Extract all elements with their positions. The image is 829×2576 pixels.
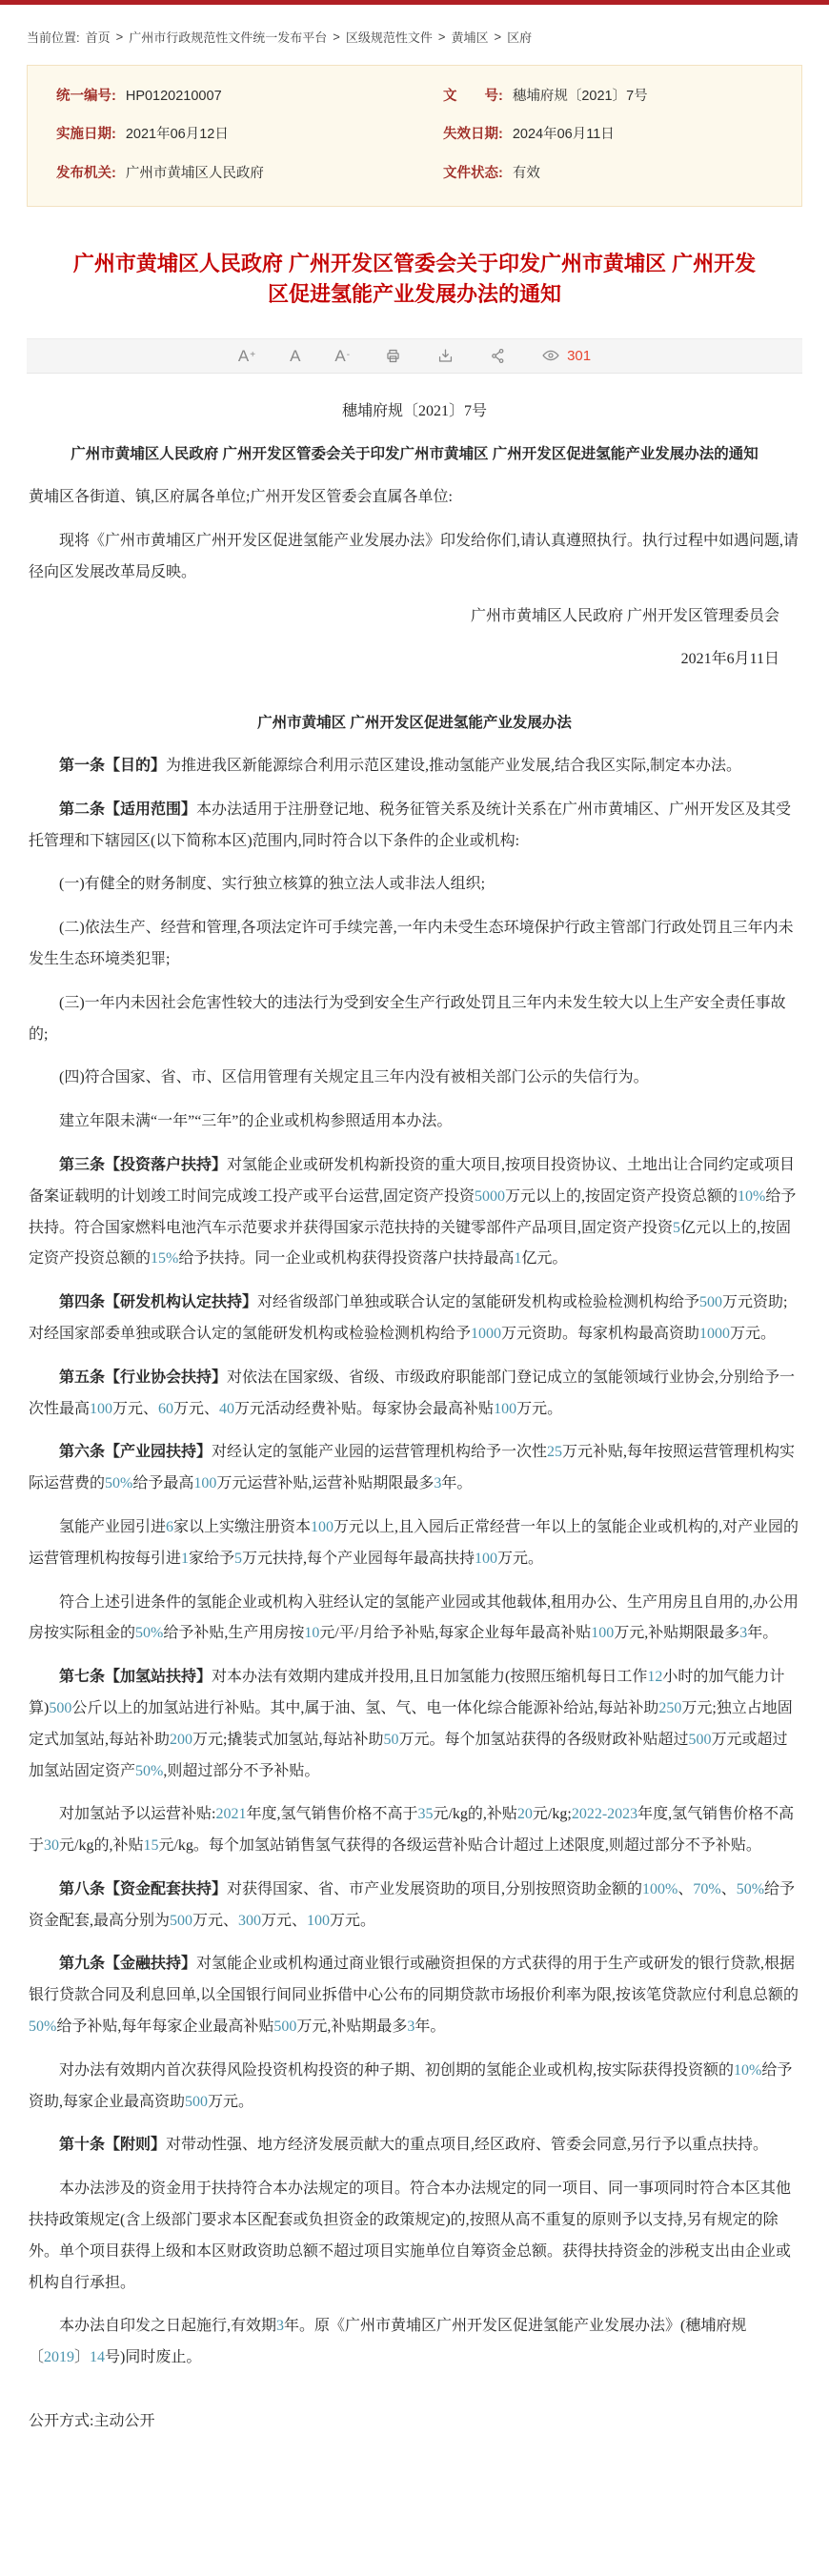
meta-field-label: 实施日期: (56, 127, 116, 143)
breadcrumb-link[interactable]: 首页 (85, 30, 111, 45)
meta-field-label: 文件状态: (443, 165, 503, 181)
highlighted-number: 3 (276, 2318, 285, 2335)
highlighted-number: 250 (658, 1699, 682, 1716)
article-lead: 第六条【产业园扶持】 (59, 1444, 212, 1461)
highlighted-number: 500 (185, 2093, 209, 2110)
highlighted-number: 500 (273, 2018, 297, 2036)
doc-paragraph: 对办法有效期内首次获得风险投资机构投资的种子期、初创期的氢能企业或机构,按实际获得投资额的10%给予资助,每家企业最高资助500万元。 (29, 2061, 793, 2110)
highlighted-number: 100 (494, 1400, 517, 1417)
meta-field (414, 87, 801, 125)
doc-paragraph: 现将《广州市黄埔区广州开发区促进氢能产业发展办法》印发给你们,请认真遵照执行。执行过程中如遇问题,请径向区发展改革局反映。 (29, 533, 799, 580)
printer-icon (384, 347, 402, 365)
highlighted-number: 100 (193, 1475, 217, 1492)
print-button[interactable] (384, 347, 402, 365)
article-paragraph: 第八条【资金配套扶持】对获得国家、省、市产业发展资助的项目,分别按照资助金额的100%、70%、50%给予资金配套,最高分别为500万元、300万元、100万元。 (29, 1880, 796, 1929)
highlighted-number: 50% (736, 1880, 765, 1897)
meta-field (28, 164, 414, 202)
meta-field-value: 2021年06月12日 (125, 127, 229, 143)
highlighted-number: 50% (135, 1625, 164, 1642)
highlighted-number: 50% (29, 2018, 57, 2036)
doc-paragraph: 广州市黄埔区人民政府 广州开发区管委会关于印发广州市黄埔区 广州开发区促进氢能产业发展办法的通知 (71, 446, 758, 463)
highlighted-number: 14 (90, 2349, 106, 2366)
highlighted-number: 1000 (471, 1325, 502, 1342)
meta-field-value: HP0120210007 (125, 89, 222, 104)
doc-paragraph: 2021年6月11日 (680, 651, 779, 668)
view-counter (541, 346, 591, 365)
breadcrumb-link[interactable]: 黄埔区 (451, 30, 489, 45)
highlighted-number: 35 (417, 1806, 434, 1823)
article-paragraph: 第五条【行业协会扶持】对依法在国家级、省级、市级政府职能部门登记成立的氢能领域行业协会,分别给予一次性最高100万元、60万元、40万元活动经费补贴。每家协会最高补贴100万元。 (29, 1369, 796, 1417)
highlighted-number: 100 (90, 1400, 113, 1417)
doc-paragraph: (一)有健全的财务制度、实行独立核算的独立法人或非法人组织; (59, 876, 486, 893)
article-lead: 第三条【投资落户扶持】 (59, 1156, 228, 1173)
doc-paragraph: 广州市黄埔区人民政府 广州开发区管理委员会 (470, 607, 779, 624)
highlighted-number: 5000 (475, 1187, 506, 1205)
toolbar (27, 338, 802, 374)
highlighted-number: 100 (307, 1912, 331, 1929)
breadcrumb-prefix: 当前位置: (27, 30, 80, 45)
meta-field (28, 87, 414, 125)
highlighted-number: 300 (238, 1912, 262, 1929)
article-paragraph: 第十条【附则】对带动性强、地方经济发展贡献大的重点项目,经区政府、管委会同意,另行予以重点扶持。 (59, 2137, 769, 2154)
highlighted-number: 3 (407, 2018, 415, 2036)
breadcrumb (27, 28, 802, 46)
highlighted-number: 2021 (215, 1806, 247, 1823)
meta-field (28, 125, 414, 163)
eye-icon (541, 346, 560, 365)
article-lead: 第一条【目的】 (59, 757, 167, 774)
highlighted-number: 100% (642, 1880, 678, 1897)
top-accent-bar (0, 0, 829, 5)
highlighted-number: 500 (49, 1699, 72, 1716)
article-lead: 第八条【资金配套扶持】 (59, 1880, 228, 1897)
highlighted-number: 10% (738, 1187, 766, 1205)
doc-paragraph: 黄埔区各街道、镇,区府属各单位;广州开发区管委会直属各单位: (29, 489, 453, 506)
breadcrumb-link[interactable]: 广州市行政规范性文件统一发布平台 (129, 30, 328, 45)
article-lead: 第二条【适用范围】 (59, 801, 197, 818)
breadcrumb-link[interactable]: 区级规范性文件 (345, 30, 433, 45)
doc-paragraph: 本办法自印发之日起施行,有效期3年。原《广州市黄埔区广州开发区促进氢能产业发展办法》(穗埔府规〔2019〕14号)同时废止。 (29, 2318, 747, 2366)
highlighted-number: 1 (514, 1250, 522, 1268)
view-count: 301 (567, 347, 592, 364)
highlighted-number: 2019 (44, 2349, 75, 2366)
doc-paragraph: 穗埔府规〔2021〕7号 (341, 402, 487, 419)
breadcrumb-separator: > (494, 30, 502, 44)
meta-field-value: 穗埔府规〔2021〕7号 (512, 89, 648, 104)
article-paragraph: 第二条【适用范围】本办法适用于注册登记地、税务征管关系及统计关系在广州市黄埔区、广州开发区及其受托管理和下辖园区(以下简称本区)范围内,同时符合以下条件的企业或机构: (29, 801, 792, 849)
highlighted-number: 2022-2023 (571, 1806, 638, 1823)
article-lead: 第十条【附则】 (59, 2137, 167, 2154)
highlighted-number: 3 (434, 1475, 442, 1492)
highlighted-number: 15 (143, 1837, 159, 1855)
breadcrumb-separator: > (437, 30, 446, 44)
doc-paragraph: 广州市黄埔区 广州开发区促进氢能产业发展办法 (257, 715, 572, 732)
breadcrumb-separator: > (115, 30, 124, 44)
doc-paragraph: (三)一年内未因社会危害性较大的违法行为受到安全生产行政处罚且三年内未发生较大以上生产安全责任事故的; (29, 994, 786, 1043)
article-paragraph: 第七条【加氢站扶持】对本办法有效期内建成并投用,且日加氢能力(按照压缩机每日工作12小时的加气能力计算)500公斤以上的加氢站进行补贴。其中,属于油、氢、气、电一体化综合能源补给站,每站补助250万元;独立占地固定式加氢站,每站补助200万元;撬装式加氢站,每站补助50万元。每个加氢站获得的各级财政补贴超过500万元或超过加氢站固定资产50%,则超过部分不予补贴。 (29, 1669, 793, 1779)
highlighted-number: 5 (673, 1219, 681, 1236)
meta-field-value: 广州市黄埔区人民政府 (125, 165, 264, 181)
highlighted-number: 1 (181, 1550, 190, 1567)
article-paragraph: 第六条【产业园扶持】对经认定的氢能产业园的运营管理机构给予一次性25万元补贴,每年按照运营管理机构实际运营费的50%给予最高100万元运营补贴,运营补贴期限最多3年。 (29, 1444, 796, 1492)
download-icon (436, 347, 455, 365)
highlighted-number: 60 (158, 1400, 174, 1417)
highlighted-number: 1000 (699, 1325, 731, 1342)
highlighted-number: 6 (166, 1518, 174, 1535)
breadcrumb-separator: > (333, 30, 340, 44)
doc-paragraph: 公开方式:主动公开 (29, 2413, 155, 2430)
meta-field-label: 文 号: (443, 89, 503, 104)
highlighted-number: 50 (383, 1731, 399, 1748)
document-body (29, 396, 800, 2438)
doc-paragraph: 本办法涉及的资金用于扶持符合本办法规定的项目。符合本办法规定的同一项目、同一事项同时符合本区其他扶持政策规定(含上级部门要求本区配套或负担资金的政策规定)的,按照从高不重复的原则予以支持,另有规定的除外。单个项目获得上级和本区财政资助总额不超过项目实施单位自筹资金总额。获得扶持资金的涉税支出由企业或机构自行承担。 (29, 2180, 792, 2291)
meta-field-label: 发布机关: (56, 165, 116, 181)
doc-paragraph: 氢能产业园引进6家以上实缴注册资本100万元以上,且入园后正常经营一年以上的氢能企业或机构的,对产业园的运营管理机构按每引进1家给予5万元扶持,每个产业园每年最高扶持100万元。 (29, 1518, 799, 1567)
highlighted-number: 50% (135, 1762, 164, 1779)
highlighted-number: 100 (475, 1550, 498, 1567)
doc-paragraph: 对加氢站予以运营补贴:2021年度,氢气销售价格不高于35元/kg的,补贴20元/kg;2022-2023年度,氢气销售价格不高于30元/kg的,补贴15元/kg。每个加氢站销售氢气获得的各级运营补贴合计超过上述限度,则超过部分不予补贴。 (29, 1806, 795, 1855)
font-reset-button[interactable]: A (290, 346, 301, 365)
article-paragraph: 第一条【目的】为推进我区新能源综合利用示范区建设,推动氢能产业发展,结合我区实际,制定本办法。 (59, 757, 742, 774)
doc-paragraph: (二)依法生产、经营和管理,各项法定许可手续完善,一年内未受生态环境保护行政主管部门行政处罚且三年内未发生生态环境类犯罪; (29, 920, 794, 967)
article-lead: 第九条【金融扶持】 (59, 1956, 197, 1973)
doc-paragraph: (四)符合国家、省、市、区信用管理有关规定且三年内没有被相关部门公示的失信行为。 (59, 1069, 649, 1086)
article-lead: 第四条【研发机构认定扶持】 (59, 1294, 258, 1311)
article-paragraph: 第四条【研发机构认定扶持】对经省级部门单独或联合认定的氢能研发机构或检验检测机构给予500万元资助;对经国家部委单独或联合认定的氢能研发机构或检验检测机构给予1000万元资助。每家机构最高资助1000万元。 (29, 1294, 788, 1342)
highlighted-number: 5 (234, 1550, 243, 1567)
highlighted-number: 12 (647, 1669, 663, 1686)
article-lead: 第七条【加氢站扶持】 (59, 1669, 212, 1686)
highlighted-number: 100 (591, 1625, 615, 1642)
highlighted-number: 100 (311, 1518, 334, 1535)
page-title: 广州市黄埔区人民政府 广州开发区管委会关于印发广州市黄埔区 广州开发区促进氢能产业发展办法的通知 (72, 251, 757, 306)
highlighted-number: 70% (693, 1880, 721, 1897)
meta-field-label: 统一编号: (56, 89, 116, 104)
highlighted-number: 200 (170, 1731, 193, 1748)
highlighted-number: 50% (105, 1475, 133, 1492)
article-lead: 第五条【行业协会扶持】 (59, 1369, 228, 1386)
highlighted-number: 500 (688, 1731, 712, 1748)
meta-field-value: 2024年06月11日 (512, 127, 615, 143)
highlighted-number: 500 (170, 1912, 193, 1929)
article-paragraph: 第九条【金融扶持】对氢能企业或机构通过商业银行或融资担保的方式获得的用于生产或研发的银行贷款,根据银行贷款合同及利息回单,以全国银行间同业拆借中心公布的同期贷款市场报价利率为限,按该笔贷款应付利息总额的50%给予补贴,每年每家企业最高补贴500万元,补贴期最多3年。 (29, 1956, 799, 2036)
font-decrease-button[interactable]: A - (334, 346, 351, 365)
highlighted-number: 10 (304, 1625, 320, 1642)
meta-field (414, 164, 801, 202)
doc-paragraph: 建立年限未满“一年”“三年”的企业或机构参照适用本办法。 (59, 1113, 453, 1130)
highlighted-number: 15% (151, 1250, 179, 1268)
highlighted-number: 25 (547, 1444, 563, 1461)
share-icon (489, 347, 507, 365)
document-meta-box (27, 65, 802, 207)
highlighted-number: 30 (44, 1837, 60, 1855)
highlighted-number: 3 (739, 1625, 748, 1642)
meta-field (414, 125, 801, 163)
font-increase-button[interactable]: A + (237, 346, 256, 365)
highlighted-number: 40 (219, 1400, 235, 1417)
breadcrumb-link[interactable]: 区府 (507, 30, 533, 45)
download-button[interactable] (436, 347, 455, 365)
highlighted-number: 10% (734, 2061, 762, 2079)
doc-paragraph: 符合上述引进条件的氢能企业或机构入驻经认定的氢能产业园或其他载体,租用办公、生产用房且自用的,办公用房按实际租金的50%给予补贴,生产用房按10元/平/月给予补贴,每家企业每年最高补贴100万元,补贴期限最多3年。 (29, 1593, 799, 1642)
highlighted-number: 20 (516, 1806, 533, 1823)
meta-field-value: 有效 (512, 165, 540, 181)
share-button[interactable] (489, 347, 507, 365)
article-paragraph: 第三条【投资落户扶持】对氢能企业或研发机构新投资的重大项目,按项目投资协议、土地出让合同约定或项目备案证载明的计划竣工时间完成竣工投产或平台运营,固定资产投资5000万元以上的,按固定资产投资总额的10%给予扶持。符合国家燃料电池汽车示范要求并获得国家示范扶持的关键零部件产品项目,固定资产投资5亿元以上的,按固定资产投资总额的15%给予扶持。同一企业或机构获得投资落户扶持最高1亿元。 (29, 1156, 797, 1268)
meta-field-label: 失效日期: (443, 127, 503, 143)
highlighted-number: 500 (699, 1294, 723, 1311)
